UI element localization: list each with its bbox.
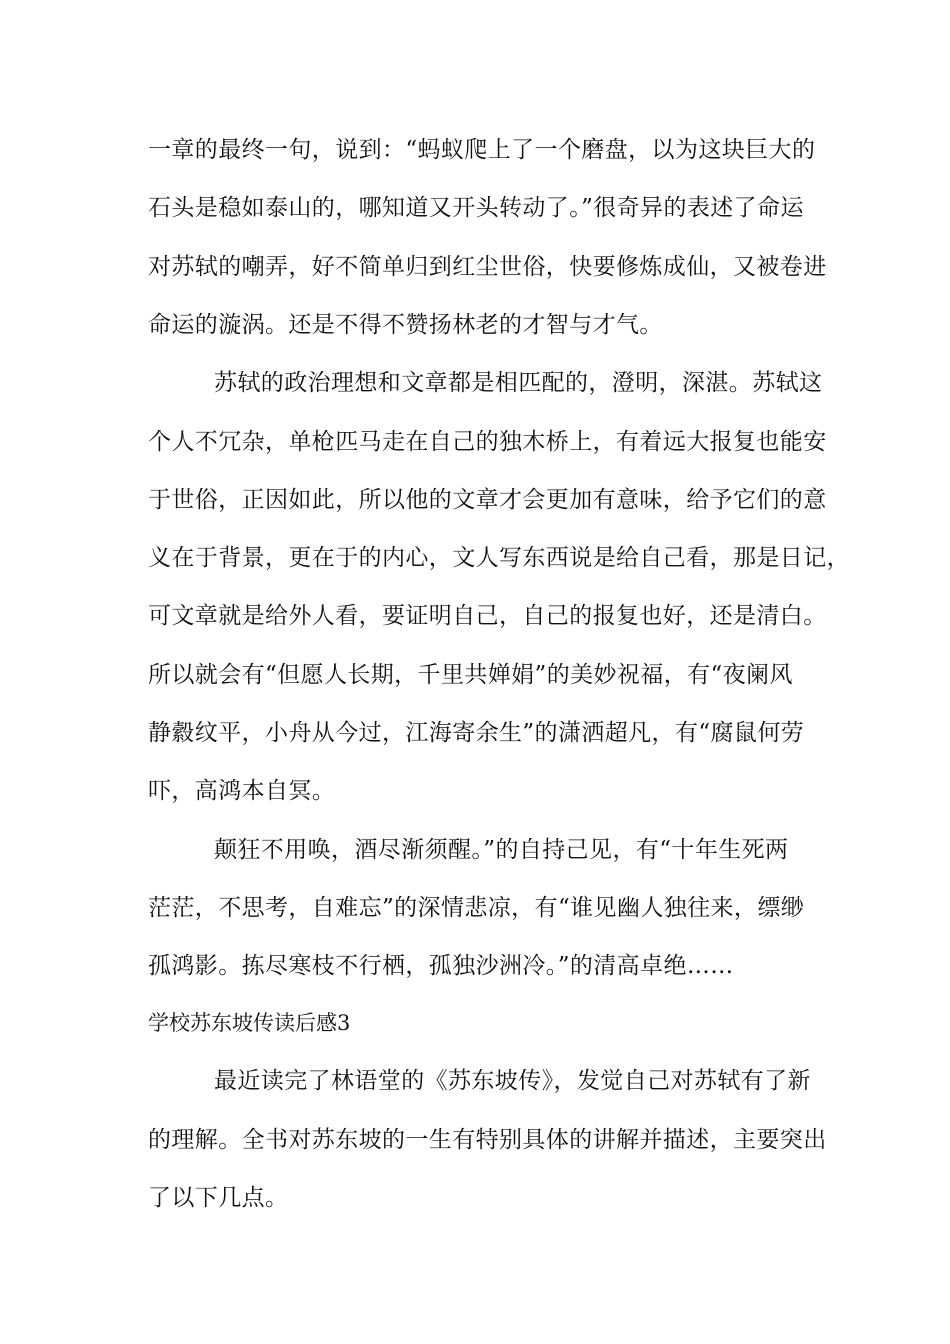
text-line-4: 命运的漩涡。还是不得不赞扬林老的才智与才气。 [148,312,663,338]
paragraph-start-line-13: 颠狂不用唤，酒尽渐须醒。”的自持己见，有“十年生死两 [214,837,789,863]
section-heading: 学校苏东坡传读后感3 [148,1011,351,1035]
text-line-8: 义在于背景，更在于的内心，文人写东西说是给自己看，那是日记， [148,545,850,571]
text-line-6: 个人不冗杂，单枪匹马走在自己的独木桥上，有着远大报复也能安 [148,429,827,455]
text-line-3: 对苏轼的嘲弄，好不简单归到红尘世俗，快要修炼成仙，又被卷进 [148,254,827,280]
paragraph-start-line-17: 最近读完了林语堂的《苏东坡传》，发觉自己对苏轼有了新 [214,1068,811,1094]
text-line-14: 茫茫，不思考，自难忘”的深情悲凉，有“谁见幽人独往来，缥缈 [148,895,805,921]
text-line-12: 吓，高鸿本自冥。 [148,778,336,804]
text-line-1: 一章的最终一句，说到：“蚂蚁爬上了一个磨盘，以为这块巨大的 [148,137,816,163]
text-line-9: 可文章就是给外人看，要证明自己，自己的报复也好，还是清白。 [148,603,827,629]
text-line-11: 静縠纹平，小舟从今过，江海寄余生”的潇洒超凡，有“腐鼠何劳 [148,720,805,746]
text-line-10: 所以就会有“但愿人长期，千里共婵娟”的美妙祝福，有“夜阑风 [148,662,793,688]
text-line-7: 于世俗，正因如此，所以他的文章才会更加有意味，给予它们的意 [148,487,827,513]
text-line-18: 的理解。全书对苏东坡的一生有特别具体的讲解并描述，主要突出 [148,1127,827,1153]
text-line-15: 孤鸿影。拣尽寒枝不行栖，孤独沙洲冷。”的清高卓绝…… [148,953,734,979]
paragraph-start-line-5: 苏轼的政治理想和文章都是相匹配的，澄明，深湛。苏轼这 [214,370,823,396]
text-line-19: 了以下几点。 [148,1185,289,1211]
text-line-2: 石头是稳如泰山的，哪知道又开头转动了。”很奇异的表述了命运 [148,195,804,221]
